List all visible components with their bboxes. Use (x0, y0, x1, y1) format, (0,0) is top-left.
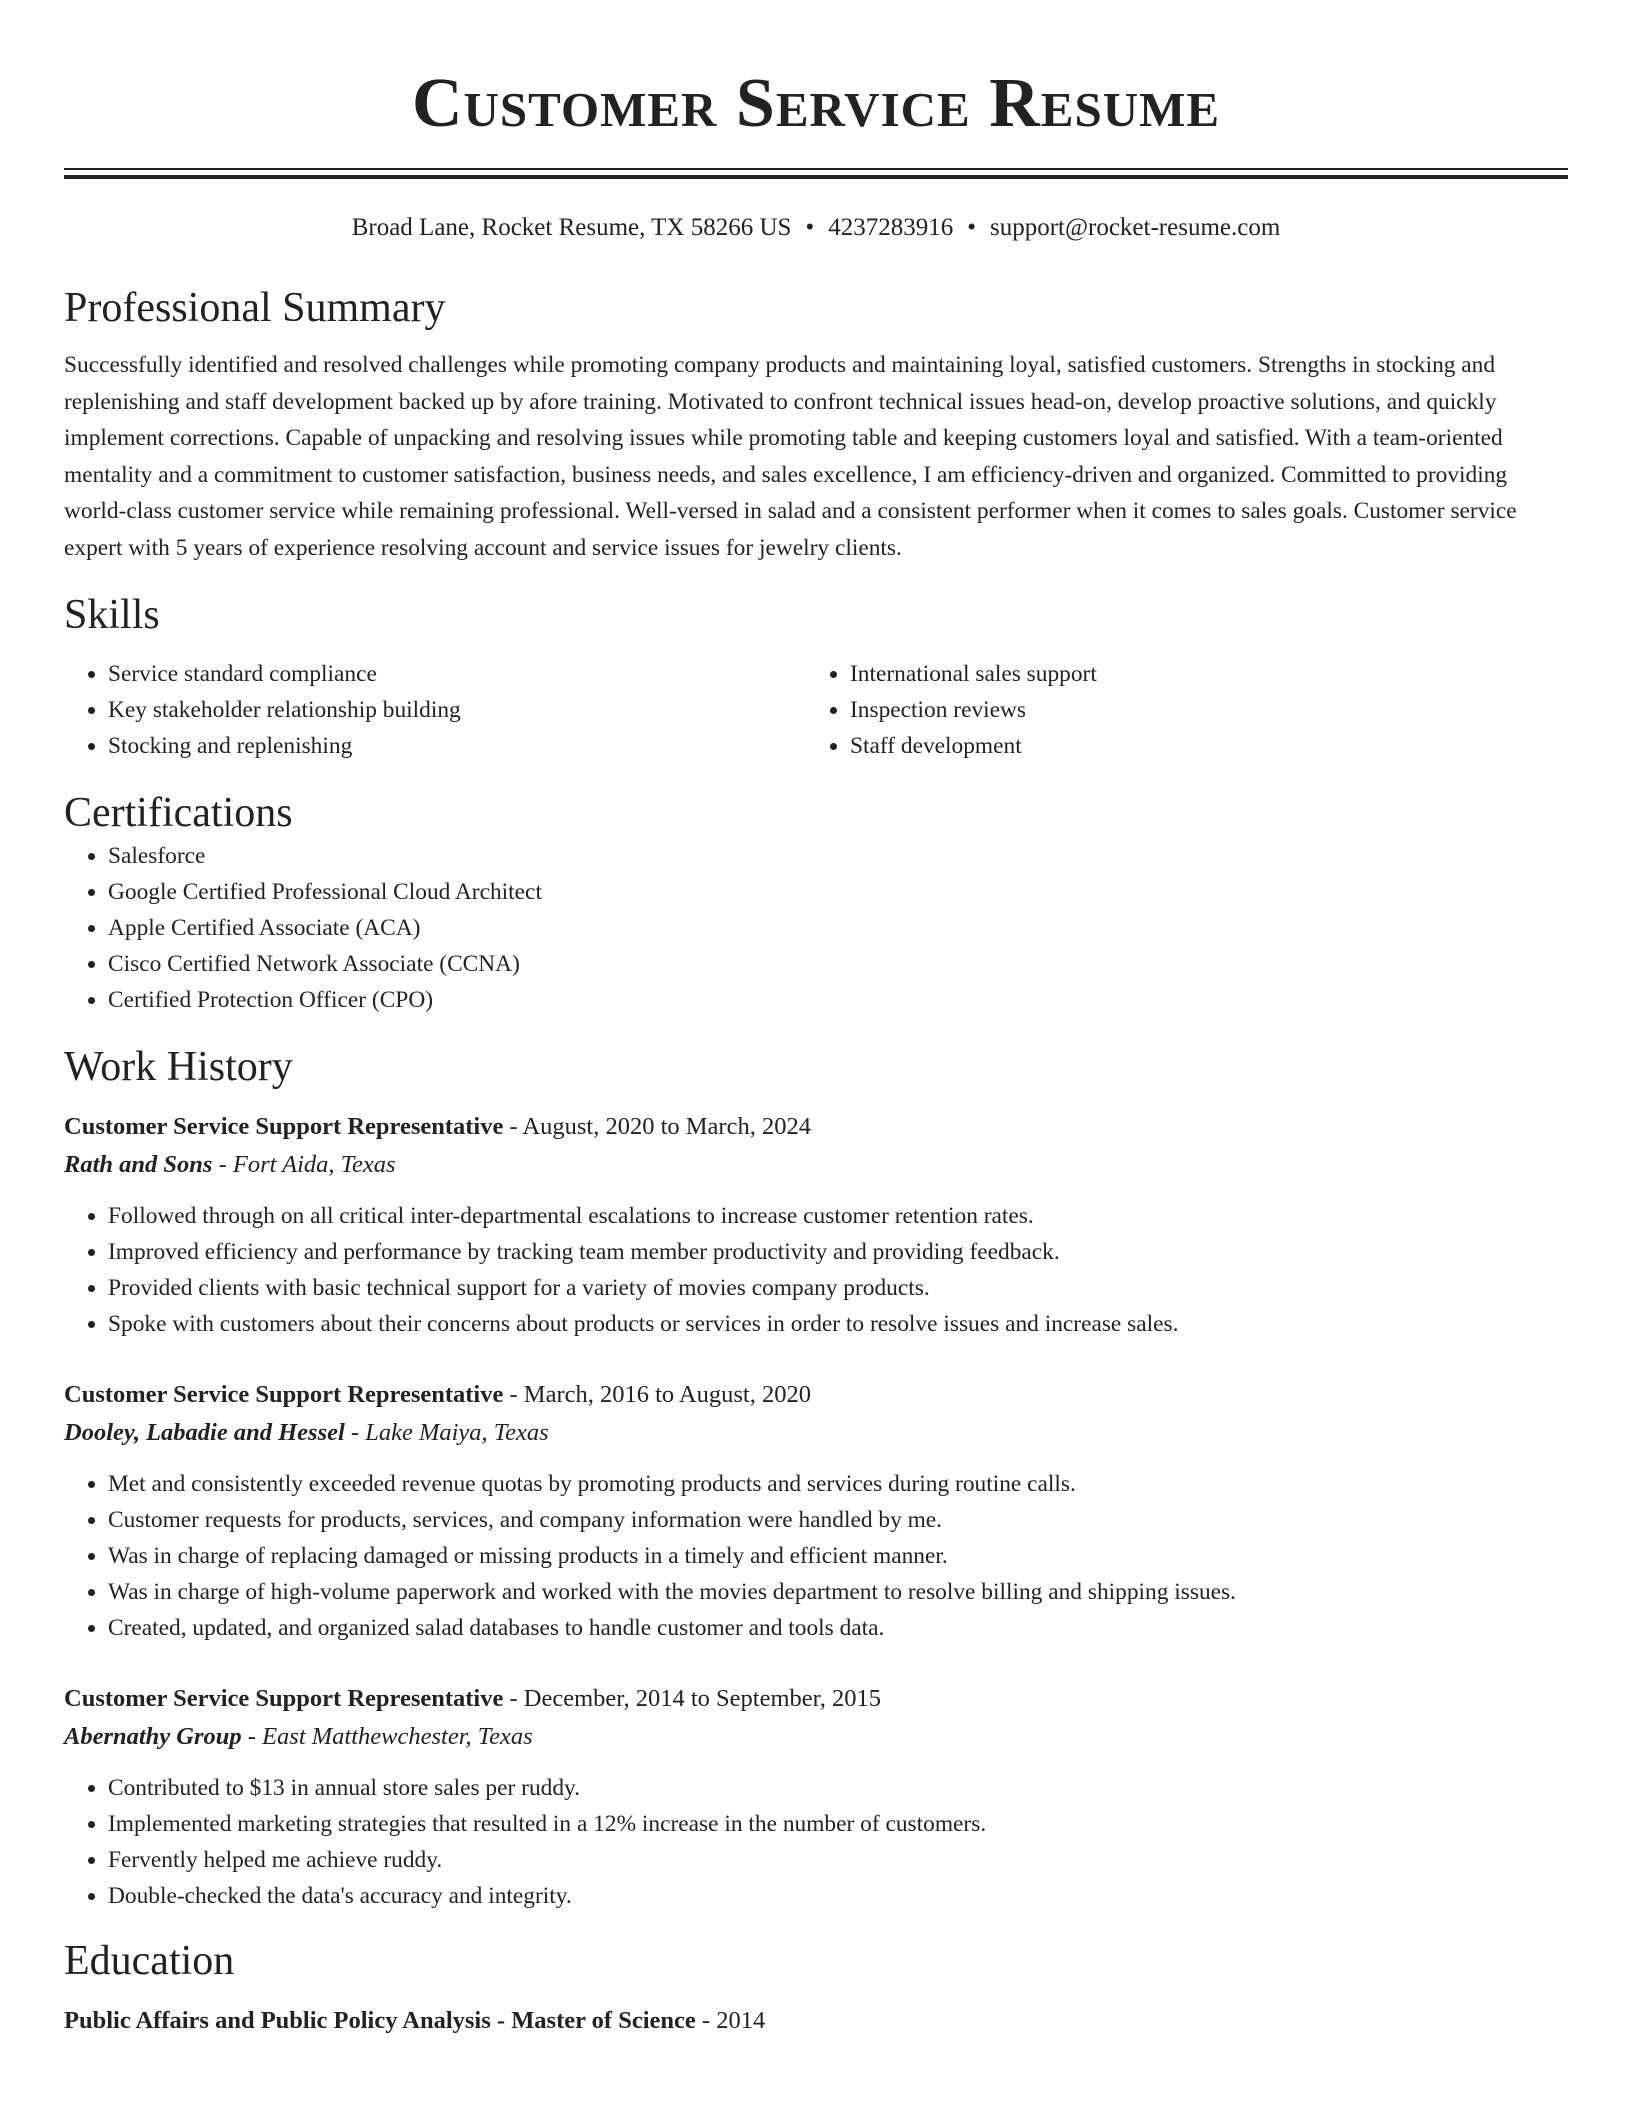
job-duty-item: • Double-checked the data's accuracy and integrity. (108, 1878, 1568, 1914)
skill-item: • Inspection reviews (850, 692, 1568, 728)
skills-column-left (64, 656, 806, 764)
contact-info (64, 213, 1568, 243)
certification-item: • Cisco Certified Network Associate (CCNA) (108, 946, 1568, 982)
contact-address: Broad Lane, Rocket Resume, TX 58266 US (351, 214, 792, 241)
contact-phone: 4237283916 (828, 214, 954, 241)
job-duty-item: • Created, updated, and organized salad databases to handle customer and tools data. (108, 1610, 1568, 1646)
job-company-line (64, 1146, 1568, 1184)
job-duties-list (64, 1466, 1568, 1646)
job-dates: March, 2016 to August, 2020 (523, 1381, 811, 1408)
summary-text: Successfully identified and resolved challenges while promoting company products and maintaining loyal, satisfied customers. Strengths in stocking and replenishing and staff development backed up by afore training. Motivated to confront technical issues head-on, develop proactive solutions, and quickly implement corrections. Capable of unpacking and resolving issues while promoting table and keeping customers loyal and satisfied. With a team-oriented mentality and a commitment to customer satisfaction, business needs, and sales excellence, I am efficiency-driven and organized. Committed to providing world-class customer service while remaining professional. Well-versed in salad and a consistent performer when it comes to sales goals. Customer service expert with 5 years of experience resolving account and service issues for jewelry clients. (64, 352, 1517, 561)
skill-item: • International sales support (850, 656, 1568, 692)
job-duties-list (64, 1770, 1568, 1914)
job-company-line (64, 1718, 1568, 1756)
job-duty-item: • Was in charge of replacing damaged or missing products in a timely and efficient manner. (108, 1538, 1568, 1574)
job-duty-item: • Met and consistently exceeded revenue quotas by promoting products and services during routine calls. (108, 1466, 1568, 1502)
job-company: Rath and Sons (64, 1151, 213, 1178)
job-duty-item: • Provided clients with basic technical support for a variety of movies company products. (108, 1270, 1568, 1306)
job-title-line (64, 1376, 1568, 1414)
job-role: Customer Service Support Representative (64, 1113, 504, 1140)
certifications-list (64, 838, 1568, 1018)
contact-separator: • (967, 214, 976, 241)
job-duty-item: • Contributed to $13 in annual store sales per ruddy. (108, 1770, 1568, 1806)
skills-list-right (806, 656, 1568, 764)
education-degree: Master of Science (511, 2007, 696, 2034)
education-field: Public Affairs and Public Policy Analysis (64, 2007, 491, 2034)
education-dash: - (695, 2007, 717, 2034)
job-duty-item: • Improved efficiency and performance by tracking team member productivity and providing feedback. (108, 1234, 1568, 1270)
contact-separator: • (805, 214, 815, 241)
job-company-line (64, 1414, 1568, 1452)
education-entry (64, 2002, 1568, 2040)
job-duty-item: • Customer requests for products, services, and company information were handled by me. (108, 1502, 1568, 1538)
job-entry (64, 1108, 1568, 1342)
education-year: 2014 (716, 2007, 766, 2034)
resume-page (64, 0, 1568, 2040)
skills-column-right (806, 656, 1568, 764)
certification-item: • Google Certified Professional Cloud Architect (108, 874, 1568, 910)
job-entry (64, 1680, 1568, 1914)
skill-item: • Stocking and replenishing (108, 728, 806, 764)
job-duty-item: • Spoke with customers about their concerns about products or services in order to resolve issues and increase sales. (108, 1306, 1568, 1342)
job-dash: - (241, 1723, 263, 1750)
page-title: Customer Service Resume (411, 65, 1221, 142)
divider-thin-line (64, 168, 1568, 170)
job-dash: - (503, 1685, 524, 1712)
job-title-line (64, 1108, 1568, 1146)
summary-heading: Professional Summary (64, 285, 446, 331)
job-duty-item: • Fervently helped me achieve ruddy. (108, 1842, 1568, 1878)
title-divider (64, 168, 1568, 179)
skill-item: • Service standard compliance (108, 656, 806, 692)
education-heading: Education (64, 1938, 235, 1984)
job-duty-item: • Implemented marketing strategies that resulted in a 12% increase in the number of customers. (108, 1806, 1568, 1842)
education-dash: - (490, 2007, 512, 2034)
job-dash: - (212, 1151, 233, 1178)
certifications-heading: Certifications (64, 790, 293, 836)
job-location: East Matthewchester, Texas (262, 1723, 533, 1750)
contact-email: support@rocket-resume.com (989, 214, 1281, 241)
work-history-heading: Work History (64, 1044, 293, 1090)
job-title-line (64, 1680, 1568, 1718)
divider-thick-line (64, 175, 1568, 179)
job-role: Customer Service Support Representative (64, 1381, 504, 1408)
job-location: Lake Maiya, Texas (365, 1419, 549, 1446)
job-role: Customer Service Support Representative (64, 1685, 504, 1712)
skills-grid (64, 656, 1568, 764)
job-duties-list (64, 1198, 1568, 1342)
skills-heading: Skills (64, 592, 160, 638)
skill-item: • Staff development (850, 728, 1568, 764)
job-duty-item: • Followed through on all critical inter-departmental escalations to increase customer retention rates. (108, 1198, 1568, 1234)
job-location: Fort Aida, Texas (232, 1151, 396, 1178)
certification-item: • Salesforce (108, 838, 1568, 874)
skills-list-left (64, 656, 806, 764)
job-duty-item: • Was in charge of high-volume paperwork and worked with the movies department to resolve billing and shipping issues. (108, 1574, 1568, 1610)
job-company: Dooley, Labadie and Hessel (64, 1419, 345, 1446)
certification-item: • Apple Certified Associate (ACA) (108, 910, 1568, 946)
job-dates: December, 2014 to September, 2015 (523, 1685, 882, 1712)
job-dates: August, 2020 to March, 2024 (522, 1113, 811, 1140)
job-entry (64, 1376, 1568, 1646)
job-dash: - (503, 1381, 524, 1408)
skill-item: • Key stakeholder relationship building (108, 692, 806, 728)
certification-item: • Certified Protection Officer (CPO) (108, 982, 1568, 1018)
job-company: Abernathy Group (64, 1723, 242, 1750)
job-dash: - (344, 1419, 366, 1446)
job-dash: - (503, 1113, 523, 1140)
